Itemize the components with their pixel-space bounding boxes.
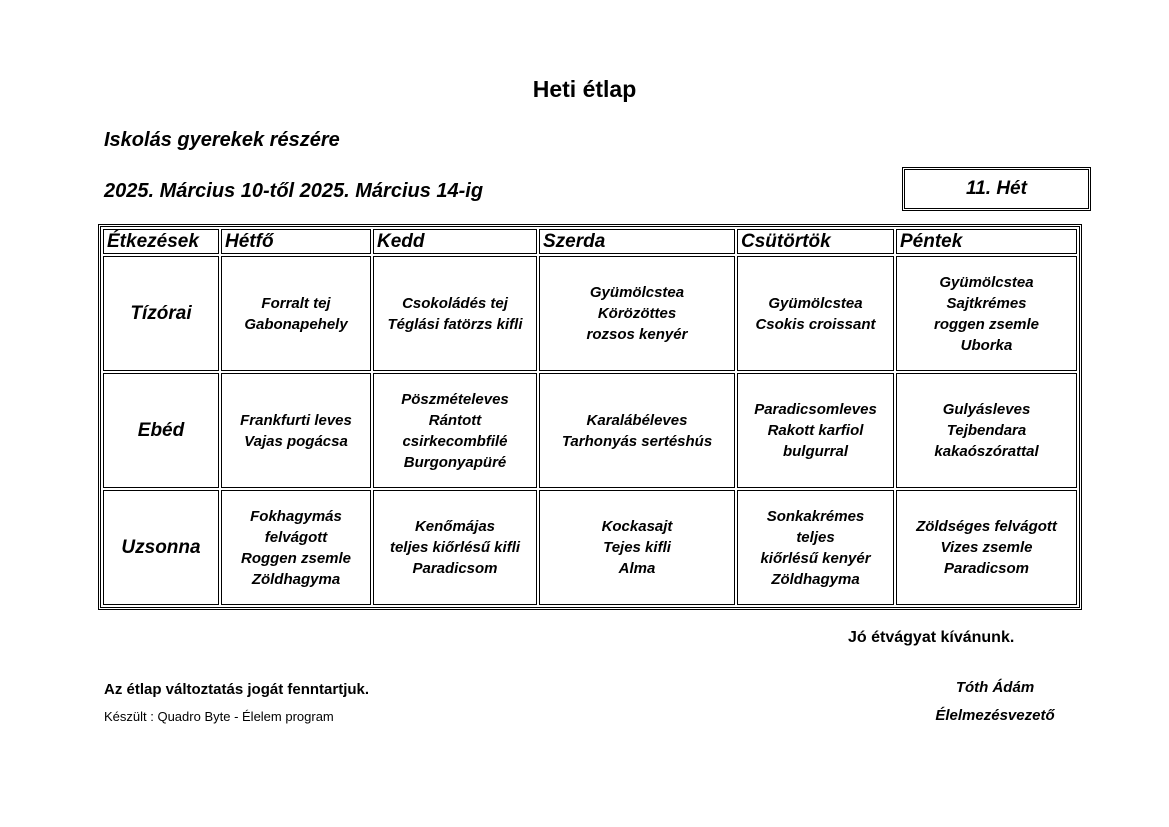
menu-cell [539, 490, 735, 605]
menu-item-line: Kenőmájas [414, 518, 496, 535]
menu-item-line: kakaószórattal [934, 443, 1039, 460]
menu-cell [539, 256, 735, 371]
menu-item-line: Gyümölcstea [768, 294, 863, 312]
menu-item-line: Rakott karfiol [767, 422, 864, 439]
menu-item-line: Alma [618, 560, 656, 577]
menu-item-line: rozsos kenyér [586, 326, 688, 343]
menu-item-line: bulgurral [782, 443, 848, 460]
menu-cell [373, 490, 537, 605]
meal-name: Ebéd [103, 373, 219, 488]
menu-item-line: teljes kiőrlésű kifli [389, 539, 521, 556]
menu-item-line: Paradicsomleves [754, 401, 877, 418]
menu-item-line: Roggen zsemle [240, 549, 352, 567]
menu-item-line: Sajtkrémes [946, 294, 1027, 312]
menu-cell [737, 373, 894, 488]
audience-subtitle: Iskolás gyerekek részére [104, 129, 340, 151]
date-range: 2025. Március 10-től 2025. Március 14-ig [104, 180, 484, 202]
menu-item-line: Pöszmételeves [401, 390, 509, 408]
menu-item-line: Forralt tej [261, 294, 331, 312]
menu-cell [373, 256, 537, 371]
menu-item-line: Vajas pogácsa [244, 432, 348, 450]
menu-cell [737, 490, 894, 605]
week-number-box [902, 167, 1091, 211]
menu-item-line: Burgonyapüré [403, 453, 507, 471]
menu-item-line: Karalábéleves [586, 411, 688, 429]
menu-item-line: Paradicsom [943, 560, 1030, 577]
table-header-row [103, 229, 1077, 254]
menu-cell [896, 256, 1077, 371]
menu-item-line: Zöldséges felvágott [916, 518, 1057, 535]
menu-item-line: roggen zsemle [933, 315, 1040, 333]
menu-item-line: Paradicsom [412, 560, 498, 577]
menu-item-line: teljes [796, 528, 835, 546]
table-row [103, 490, 1077, 605]
meal-name: Uzsonna [103, 490, 219, 605]
menu-item-line: Körözöttes [597, 305, 677, 322]
week-number: 11. Hét [966, 178, 1027, 199]
menu-item-line: Uborka [960, 336, 1013, 354]
menu-item-line: csirkecombfilé [402, 432, 508, 450]
menu-item-line: Zöldhagyma [771, 570, 860, 588]
column-header: Étkezések [103, 229, 219, 254]
table-row [103, 256, 1077, 371]
menu-item-line: Gyümölcstea [939, 273, 1034, 291]
menu-cell [737, 256, 894, 371]
menu-table [98, 224, 1082, 610]
made-by-text: Készült : Quadro Byte - Élelem program [104, 709, 334, 724]
menu-item-line: felvágott [264, 528, 328, 546]
menu-item-line: Gyümölcstea [589, 284, 685, 301]
signer-name: Tóth Ádám [955, 679, 1035, 696]
table-row [103, 373, 1077, 488]
menu-item-line: Frankfurti leves [240, 411, 352, 429]
menu-item-line: Téglási fatörzs kifli [387, 315, 523, 333]
menu-item-line: Vizes zsemle [940, 539, 1033, 556]
menu-table-body [103, 229, 1077, 605]
menu-cell [896, 490, 1077, 605]
column-header: Hétfő [221, 229, 371, 254]
menu-item-line: Csokoládés tej [402, 294, 508, 312]
menu-item-line: kiőrlésű kenyér [760, 549, 871, 567]
menu-cell [221, 490, 371, 605]
menu-item-line: Kockasajt [601, 518, 673, 535]
menu-item-line: Gulyásleves [942, 401, 1031, 418]
menu-item-line: Tarhonyás sertéshús [561, 432, 713, 450]
menu-item-line: Sonkakrémes [766, 507, 865, 525]
menu-item-line: Gabonapehely [244, 315, 348, 333]
menu-item-line: Rántott [428, 411, 482, 429]
menu-item-line: Csokis croissant [755, 315, 876, 333]
signer-role: Élelmezésvezető [935, 707, 1055, 724]
column-header: Csütörtök [737, 229, 894, 254]
menu-cell [221, 256, 371, 371]
menu-cell [373, 373, 537, 488]
menu-item-line: Zöldhagyma [251, 570, 341, 588]
disclaimer-text: Az étlap változtatás jogát fenntartjuk. [104, 681, 370, 698]
menu-cell [221, 373, 371, 488]
menu-item-line: Tejes kifli [603, 539, 671, 556]
column-header: Péntek [896, 229, 1077, 254]
column-header: Kedd [373, 229, 537, 254]
menu-item-line: Fokhagymás [250, 507, 342, 525]
column-header: Szerda [539, 229, 735, 254]
meal-name: Tízórai [103, 256, 219, 371]
menu-cell [539, 373, 735, 488]
bon-appetit-text: Jó étvágyat kívánunk. [848, 629, 1015, 646]
menu-item-line: Tejbendara [946, 422, 1027, 439]
page-title: Heti étlap [532, 76, 637, 102]
menu-cell [896, 373, 1077, 488]
